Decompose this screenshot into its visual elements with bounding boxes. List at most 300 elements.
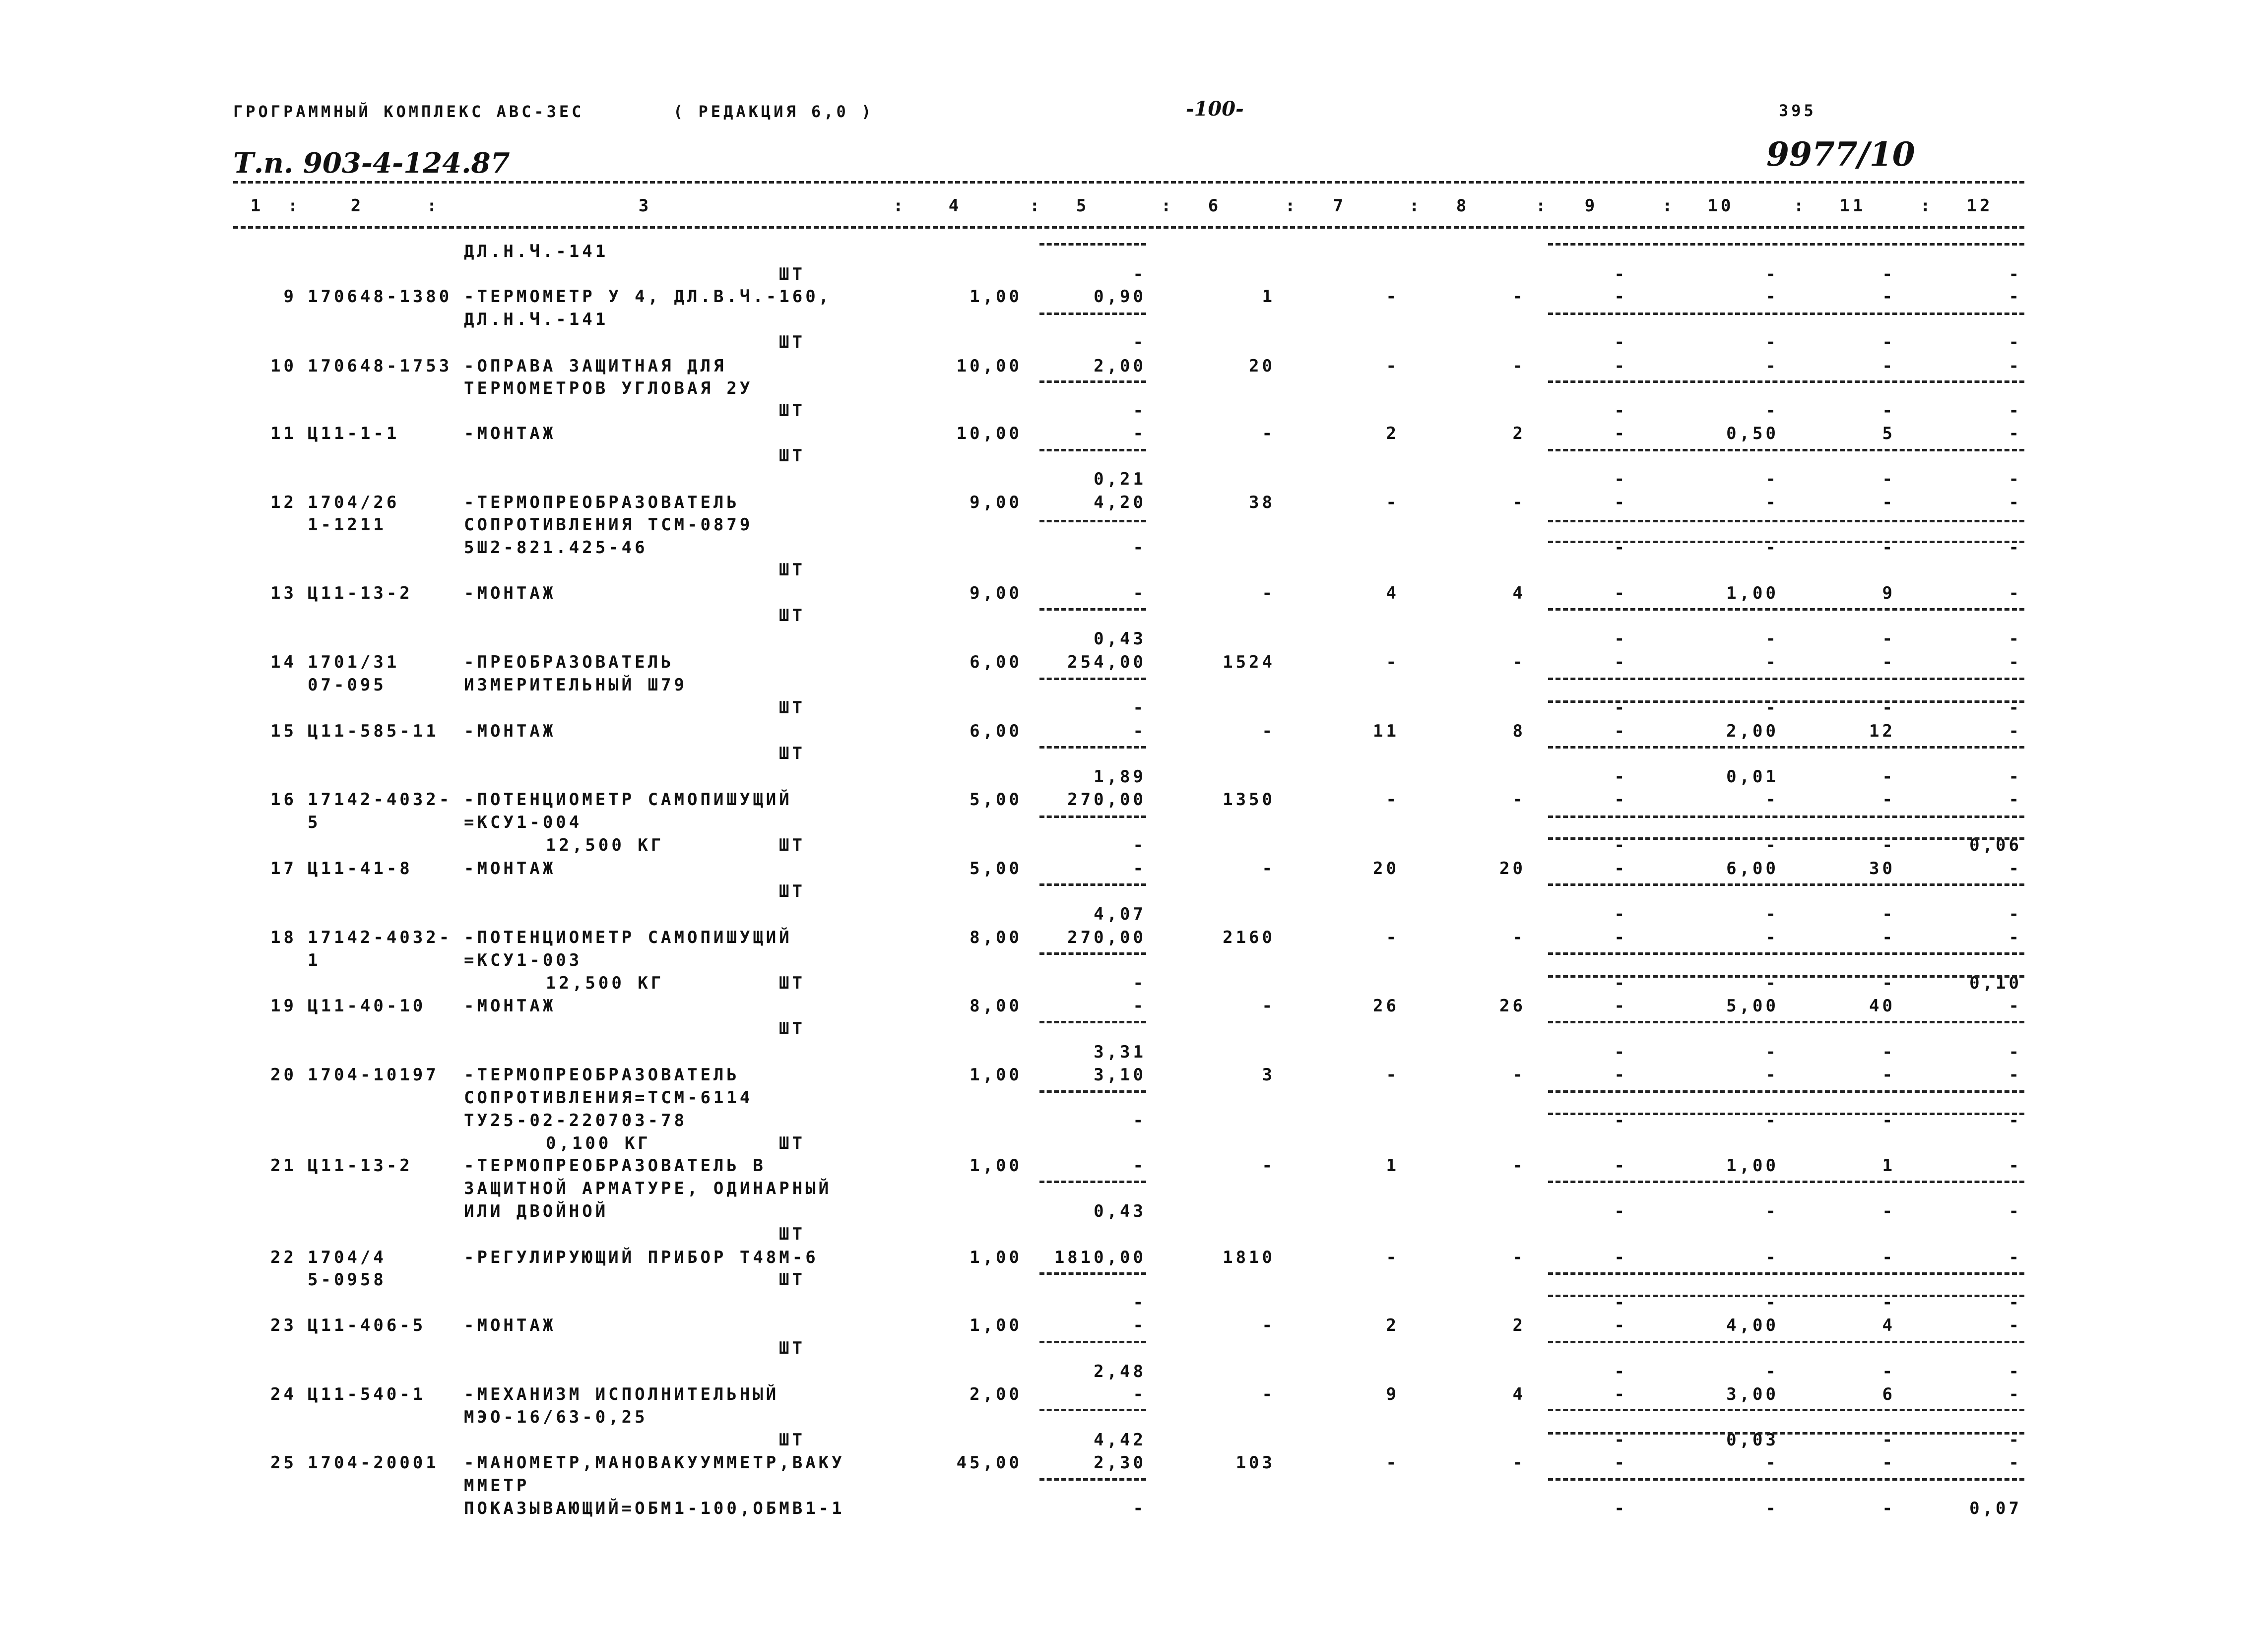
item-description: -МОНТАЖ [464,859,556,878]
col-9-value: - [1614,287,1627,307]
column-separator: : [288,196,301,216]
col-11-value: - [1882,332,1895,352]
col-7-value: - [1386,1453,1399,1473]
col-11-value: 4 [1882,1316,1895,1335]
col-10-value: - [1765,652,1779,672]
col-12-value: - [2009,996,2022,1016]
col-7-value: - [1386,356,1399,376]
column-separator: : [427,196,440,216]
item-description: -МОНТАЖ [464,721,556,741]
price-code: 5-0958 [308,1270,387,1290]
col-9-value: - [1614,1453,1627,1473]
col-8-value: 26 [1499,996,1526,1016]
col-7-value: 26 [1373,996,1399,1016]
item-number: 21 [270,1156,297,1176]
item-unit: ШТ [779,401,805,421]
right-columns-separator [1548,449,2024,451]
col-10-value: - [1765,835,1779,855]
unit-price: - [1133,583,1146,603]
item-description: -ТЕРМОПРЕОБРАЗОВАТЕЛЬ В [464,1156,766,1176]
col-9-value: - [1614,1111,1627,1130]
item-number: 24 [270,1384,297,1404]
price-separator [1039,1272,1146,1275]
col-10-value: - [1765,698,1779,718]
page-mark: -100- [1186,97,1244,121]
item-description: -МОНТАЖ [464,583,556,603]
col-9-value: - [1614,1293,1627,1313]
right-columns-separator [1548,1295,2024,1297]
price-code: 170648-1753 [308,356,453,376]
total-cost: - [1262,1384,1275,1404]
right-columns-separator [1548,1341,2024,1343]
col-12-value: - [2009,652,2022,672]
item-unit: ШТ [779,446,805,466]
quantity: 5,00 [970,790,1022,810]
column-separator: : [1409,196,1423,216]
unit-price: - [1133,332,1146,352]
item-description: -РЕГУЛИРУЮЩИЙ ПРИБОР Т48М-6 [464,1248,819,1267]
col-12-value: - [2009,1384,2022,1404]
col-8-value: - [1512,1065,1526,1085]
column-separator: : [1794,196,1807,216]
column-number-7: 7 [1333,196,1347,216]
unit-price: - [1133,1111,1146,1130]
col-12-value: 0,10 [1969,973,2022,993]
unit-price: - [1133,859,1146,878]
col-12-value: - [2009,629,2022,649]
col-9-value: - [1614,698,1627,718]
price-code: 1701/31 [308,652,400,672]
col-7-value: 2 [1386,424,1399,443]
item-unit: ШТ [779,1133,805,1153]
column-separator: : [1285,196,1298,216]
col-12-value: - [2009,287,2022,307]
unit-price: - [1133,698,1146,718]
unit-price: 3,31 [1094,1042,1146,1062]
col-12-value: - [2009,1293,2022,1313]
col-11-value: - [1882,1453,1895,1473]
col-10-value: 4,00 [1726,1316,1779,1335]
col-9-value: - [1614,1156,1627,1176]
col-10-value: - [1765,332,1779,352]
unit-price: 0,90 [1094,287,1146,307]
price-code: Ц11-1-1 [308,424,400,443]
col-11-value: - [1882,698,1895,718]
quantity: 10,00 [956,356,1022,376]
col-11-value: - [1882,1430,1895,1450]
item-description: 5Ш2-821.425-46 [464,538,648,558]
price-code: Ц11-406-5 [308,1316,426,1335]
col-10-value: - [1765,287,1779,307]
col-12-value: - [2009,424,2022,443]
price-separator [1039,1409,1146,1411]
item-description: -ПРЕОБРАЗОВАТЕЛЬ [464,652,674,672]
item-description: -МОНТАЖ [464,996,556,1016]
col-9-value: - [1614,1248,1627,1267]
item-unit: ШТ [779,744,805,763]
item-description: -МОНТАЖ [464,424,556,443]
col-9-value: - [1614,928,1627,947]
col-12-value: - [2009,1201,2022,1221]
col-11-value: 9 [1882,583,1895,603]
price-separator [1039,883,1146,886]
col-7-value: 20 [1373,859,1399,878]
total-cost: 1350 [1223,790,1275,810]
col-7-value: - [1386,493,1399,512]
item-unit: ШТ [779,835,805,855]
quantity: 8,00 [970,996,1022,1016]
col-11-value: 40 [1869,996,1895,1016]
header-top-rule [233,181,2024,184]
col-7-value: 11 [1373,721,1399,741]
total-cost: 103 [1235,1453,1275,1473]
price-separator [1039,1021,1146,1023]
item-description: ДЛ.Н.Ч.-141 [464,242,609,261]
col-11-value: - [1882,401,1895,421]
col-12-value: - [2009,790,2022,810]
unit-price: - [1133,996,1146,1016]
col-11-value: - [1882,493,1895,512]
col-9-value: - [1614,1042,1627,1062]
col-7-value: - [1386,928,1399,947]
col-10-value: - [1765,1453,1779,1473]
col-9-value: - [1614,401,1627,421]
stamp-number: 9977/10 [1766,135,1915,174]
total-cost: 38 [1249,493,1275,512]
col-12-value: - [2009,583,2022,603]
price-separator [1039,380,1146,383]
price-separator [1039,746,1146,749]
col-9-value: - [1614,652,1627,672]
col-9-value: - [1614,538,1627,558]
unit-price: 254,00 [1067,652,1146,672]
unit-price: - [1133,1293,1146,1313]
item-weight: 12,500 КГ [546,973,664,993]
col-7-value: 4 [1386,583,1399,603]
price-separator [1039,952,1146,955]
item-number: 25 [270,1453,297,1473]
price-code: 1704/4 [308,1248,387,1267]
item-description: СОПРОТИВЛЕНИЯ ТСМ-0879 [464,515,753,535]
col-12-value: - [2009,928,2022,947]
col-7-value: 2 [1386,1316,1399,1335]
col-7-value: 9 [1386,1384,1399,1404]
col-10-value: - [1765,1362,1779,1381]
col-10-value: 1,00 [1726,1156,1779,1176]
col-10-value: 2,00 [1726,721,1779,741]
col-12-value: - [2009,469,2022,489]
total-cost: 3 [1262,1065,1275,1085]
item-description: -ТЕРМОПРЕОБРАЗОВАТЕЛЬ [464,493,740,512]
column-separator: : [1030,196,1043,216]
item-number: 23 [270,1316,297,1335]
total-cost: 20 [1249,356,1275,376]
price-code: Ц11-13-2 [308,1156,413,1176]
col-7-value: - [1386,1065,1399,1085]
item-description: ТЕРМОМЕТРОВ УГЛОВАЯ 2У [464,378,753,398]
quantity: 5,00 [970,859,1022,878]
col-8-value: - [1512,1156,1526,1176]
price-separator [1039,449,1146,451]
col-11-value: - [1882,1293,1895,1313]
col-8-value: 4 [1512,1384,1526,1404]
col-9-value: - [1614,904,1627,924]
col-12-value: - [2009,401,2022,421]
col-10-value: 0,01 [1726,767,1779,787]
col-10-value: - [1765,538,1779,558]
col-12-value: - [2009,538,2022,558]
item-number: 10 [270,356,297,376]
col-11-value: 1 [1882,1156,1895,1176]
total-cost: 1524 [1223,652,1275,672]
right-columns-separator [1548,1113,2024,1115]
item-description: -МЕХАНИЗМ ИСПОЛНИТЕЛЬНЫЙ [464,1384,779,1404]
item-unit: ШТ [779,881,805,901]
col-8-value: - [1512,790,1526,810]
item-description: -ТЕРМОМЕТР У 4, ДЛ.В.Ч.-160, [464,287,832,307]
col-8-value: - [1512,652,1526,672]
col-9-value: - [1614,332,1627,352]
col-11-value: - [1882,652,1895,672]
col-9-value: - [1614,835,1627,855]
unit-price: 2,48 [1094,1362,1146,1381]
column-number-6: 6 [1208,196,1222,216]
col-9-value: - [1614,973,1627,993]
price-code: Ц11-585-11 [308,721,439,741]
unit-price: - [1133,1499,1146,1518]
col-12-value: - [2009,859,2022,878]
col-12-value: - [2009,1362,2022,1381]
item-description: ЗАЩИТНОЙ АРМАТУРЕ, ОДИНАРНЫЙ [464,1179,832,1198]
item-description: -ОПРАВА ЗАЩИТНАЯ ДЛЯ [464,356,727,376]
col-9-value: - [1614,1499,1627,1518]
col-8-value: - [1512,356,1526,376]
col-12-value: - [2009,332,2022,352]
unit-price: 0,21 [1094,469,1146,489]
right-columns-separator [1548,1181,2024,1183]
col-12-value: - [2009,1156,2022,1176]
total-cost: 1810 [1223,1248,1275,1267]
unit-price: 270,00 [1067,928,1146,947]
col-10-value: - [1765,928,1779,947]
item-description: ИЛИ ДВОЙНОЙ [464,1201,609,1221]
col-8-value: - [1512,1248,1526,1267]
unit-price: 4,20 [1094,493,1146,512]
col-10-value: - [1765,401,1779,421]
item-description: -МАНОМЕТР,МАНОВАКУУММЕТР,ВАКУ [464,1453,845,1473]
item-number: 18 [270,928,297,947]
quantity: 2,00 [970,1384,1022,1404]
price-code: Ц11-41-8 [308,859,413,878]
column-number-12: 12 [1966,196,1993,216]
col-11-value: - [1882,1248,1895,1267]
unit-price: - [1133,721,1146,741]
unit-price: 4,42 [1094,1430,1146,1450]
unit-price: 1,89 [1094,767,1146,787]
price-code: 07-095 [308,675,387,695]
col-12-value: - [2009,493,2022,512]
col-7-value: - [1386,1248,1399,1267]
col-8-value: - [1512,493,1526,512]
item-description: МЭО-16/63-0,25 [464,1407,648,1427]
right-columns-separator [1548,837,2024,840]
col-11-value: 5 [1882,424,1895,443]
col-10-value: - [1765,1111,1779,1130]
total-cost: 2160 [1223,928,1275,947]
col-11-value: - [1882,1362,1895,1381]
item-description: ТУ25-02-220703-78 [464,1111,687,1130]
quantity: 9,00 [970,583,1022,603]
col-9-value: - [1614,1384,1627,1404]
price-code: 1704/26 [308,493,400,512]
price-separator [1039,815,1146,818]
item-weight: 0,100 КГ [546,1133,651,1153]
col-9-value: - [1614,424,1627,443]
item-unit: ШТ [779,332,805,352]
right-columns-separator [1548,883,2024,886]
col-12-value: - [2009,1316,2022,1335]
col-10-value: 0,03 [1726,1430,1779,1450]
col-7-value: - [1386,652,1399,672]
col-11-value: - [1882,538,1895,558]
item-number: 15 [270,721,297,741]
col-11-value: - [1882,1499,1895,1518]
item-number: 11 [270,424,297,443]
col-12-value: - [2009,1453,2022,1473]
total-cost: - [1262,1156,1275,1176]
col-12-value: - [2009,904,2022,924]
col-10-value: 5,00 [1726,996,1779,1016]
item-unit: ШТ [779,1430,805,1450]
col-11-value: - [1882,1065,1895,1085]
item-description: ДЛ.Н.Ч.-141 [464,310,609,329]
unit-price: 1810,00 [1054,1248,1146,1267]
item-number: 20 [270,1065,297,1085]
quantity: 9,00 [970,493,1022,512]
right-columns-separator [1548,1021,2024,1023]
item-number: 14 [270,652,297,672]
item-description: ПОКАЗЫВАЮЩИЙ=ОБМ1-100,ОБМВ1-1 [464,1499,845,1518]
item-unit: ШТ [779,973,805,993]
item-unit: ШТ [779,1338,805,1358]
price-separator [1039,1181,1146,1183]
quantity: 1,00 [970,1316,1022,1335]
col-12-value: - [2009,1042,2022,1062]
item-unit: ШТ [779,1224,805,1244]
total-cost: - [1262,721,1275,741]
edition-label: ( РЕДАКЦИЯ 6,0 ) [673,102,874,121]
right-columns-separator [1548,1409,2024,1411]
program-title: ГРОГРАММНЫЙ КОМПЛЕКС АВС-3ЕС [233,102,584,121]
column-separator: : [893,196,907,216]
col-10-value: - [1765,1201,1779,1221]
unit-price: 0,43 [1094,629,1146,649]
column-separator: : [1536,196,1549,216]
col-11-value: - [1882,1201,1895,1221]
col-11-value: - [1882,904,1895,924]
col-11-value: - [1882,1042,1895,1062]
col-9-value: - [1614,1316,1627,1335]
col-12-value: - [2009,1111,2022,1130]
col-12-value: 0,06 [1969,835,2022,855]
item-number: 22 [270,1248,297,1267]
col-9-value: - [1614,1201,1627,1221]
price-code: Ц11-40-10 [308,996,426,1016]
item-number: 13 [270,583,297,603]
col-10-value: - [1765,469,1779,489]
item-description: -ПОТЕНЦИОМЕТР САМОПИШУЩИЙ [464,790,792,810]
col-11-value: - [1882,1111,1895,1130]
price-code: 1-1211 [308,515,387,535]
total-cost: - [1262,1316,1275,1335]
right-columns-separator [1548,243,2024,246]
column-number-8: 8 [1456,196,1470,216]
price-code: 17142-4032- [308,790,453,810]
item-description: =КСУ1-003 [464,950,583,970]
right-columns-separator [1548,520,2024,522]
col-10-value: - [1765,904,1779,924]
col-12-value: - [2009,356,2022,376]
col-12-value: 0,07 [1969,1499,2022,1518]
unit-price: - [1133,401,1146,421]
item-description: ММЕТР [464,1476,530,1496]
unit-price: - [1133,973,1146,993]
col-11-value: - [1882,790,1895,810]
item-number: 17 [270,859,297,878]
column-number-2: 2 [350,196,364,216]
item-description: ИЗМЕРИТЕЛЬНЫЙ Ш79 [464,675,687,695]
item-unit: ШТ [779,1019,805,1039]
price-separator [1039,313,1146,315]
unit-price: - [1133,538,1146,558]
quantity: 10,00 [956,424,1022,443]
right-columns-separator [1548,975,2024,978]
item-description: СОПРОТИВЛЕНИЯ=ТСМ-6114 [464,1088,753,1108]
col-11-value: - [1882,287,1895,307]
price-separator [1039,520,1146,522]
col-12-value: - [2009,1248,2022,1267]
right-columns-separator [1548,541,2024,543]
item-description: -МОНТАЖ [464,1316,556,1335]
col-10-value: - [1765,973,1779,993]
col-10-value: - [1765,1293,1779,1313]
unit-price: 4,07 [1094,904,1146,924]
quantity: 45,00 [956,1453,1022,1473]
col-11-value: 12 [1869,721,1895,741]
col-10-value: 1,00 [1726,583,1779,603]
right-columns-separator [1548,678,2024,680]
price-separator [1039,1478,1146,1481]
col-11-value: - [1882,469,1895,489]
price-separator [1039,1090,1146,1093]
col-9-value: - [1614,356,1627,376]
right-columns-separator [1548,746,2024,749]
col-7-value: - [1386,287,1399,307]
col-11-value: - [1882,767,1895,787]
col-10-value: - [1765,1499,1779,1518]
page-number: 395 [1779,101,1816,120]
right-columns-separator [1548,1090,2024,1093]
item-description: -ТЕРМОПРЕОБРАЗОВАТЕЛЬ [464,1065,740,1085]
item-unit: ШТ [779,264,805,284]
column-separator: : [1662,196,1676,216]
col-9-value: - [1614,583,1627,603]
unit-price: - [1133,1156,1146,1176]
quantity: 8,00 [970,928,1022,947]
column-number-1: 1 [250,196,264,216]
quantity: 1,00 [970,1156,1022,1176]
column-number-5: 5 [1076,196,1090,216]
